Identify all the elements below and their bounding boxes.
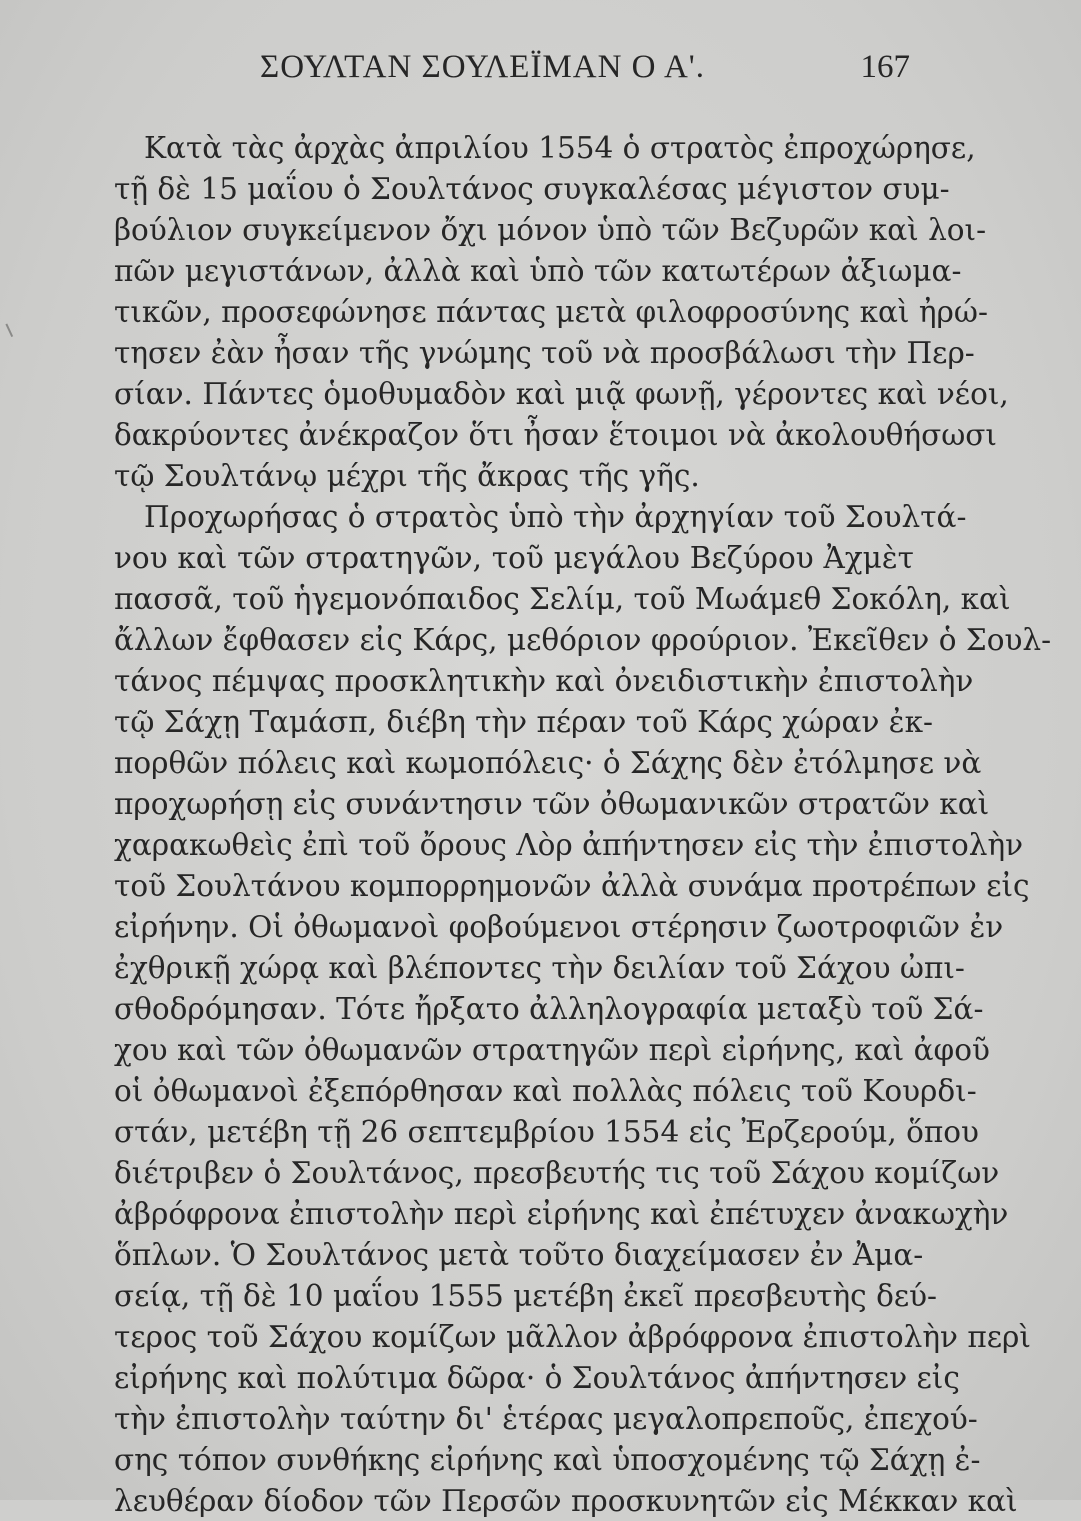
text-line: τερος τοῦ Σάχου κομίζων μᾶλλον ἀβρόφρονα ἐπιστολὴν περὶ <box>114 1320 1031 1354</box>
page-header <box>110 42 910 92</box>
text-line: Κατὰ τὰς ἀρχὰς ἀπριλίου 1554 ὁ στρατὸς ἐπροχώρησε, <box>144 131 976 165</box>
text-line: ἄλλων ἔφθασεν εἰς Κάρς, μεθόριον φρούριον. Ἐκεῖθεν ὁ Σουλ- <box>114 623 1052 657</box>
text-line: τάνος πέμψας προσκλητικὴν καὶ ὀνειδιστικὴν ἐπιστολὴν <box>114 664 974 698</box>
text-line: πῶν μεγιστάνων, ἀλλὰ καὶ ὑπὸ τῶν κατωτέρων ἀξιωμα- <box>114 254 962 288</box>
text-line: σης τόπον συνθήκης εἰρήνης καὶ ὑποσχομένης τῷ Σάχῃ ἐ- <box>114 1443 981 1477</box>
text-line: χου καὶ τῶν ὀθωμανῶν στρατηγῶν περὶ εἰρήνης, καὶ ἀφοῦ <box>114 1033 990 1067</box>
text-line: τὴν ἐπιστολὴν ταύτην δι' ἑτέρας μεγαλοπρεποῦς, ἐπεχού- <box>114 1402 978 1436</box>
text-line: ἐχθρικῇ χώρᾳ καὶ βλέποντες τὴν δειλίαν τοῦ Σάχου ὠπι- <box>114 951 965 985</box>
body-text <box>114 128 1052 1518</box>
text-line: τῷ Σουλτάνῳ μέχρι τῆς ἄκρας τῆς γῆς. <box>114 459 700 493</box>
text-line: προχωρήσῃ εἰς συνάντησιν τῶν ὀθωμανικῶν στρατῶν καὶ <box>114 787 990 821</box>
text-line: δακρύοντες ἀνέκραζον ὅτι ἦσαν ἕτοιμοι νὰ ἀκολουθήσωσι <box>114 418 997 452</box>
text-line: εἰρήνην. Οἱ ὀθωμανοὶ φοβούμενοι στέρησιν ζωοτροφιῶν ἐν <box>114 910 1004 944</box>
body-text-continued <box>114 1440 981 1500</box>
text-line: ἀβρόφρονα ἐπιστολὴν περὶ εἰρήνης καὶ ἐπέτυχεν ἀνακωχὴν <box>114 1197 1009 1231</box>
text-line: βούλιον συγκείμενον ὄχι μόνον ὑπὸ τῶν Βεζυρῶν καὶ λοι- <box>114 213 987 247</box>
text-line: στάν, μετέβη τῇ 26 σεπτεμβρίου 1554 εἰς Ἐρζερούμ, ὅπου <box>114 1115 979 1149</box>
text-line: τικῶν, προσεφώνησε πάντας μετὰ φιλοφροσύνης καὶ ἠρώ- <box>114 295 988 329</box>
text-line: πορθῶν πόλεις καὶ κωμοπόλεις· ὁ Σάχης δὲν ἐτόλμησε νὰ <box>114 746 982 780</box>
text-line: πασσᾶ, τοῦ ἡγεμονόπαιδος Σελίμ, τοῦ Μωάμεθ Σοκόλη, καὶ <box>114 582 1011 616</box>
page-number: 167 <box>860 49 910 85</box>
text-line: οἱ ὀθωμανοὶ ἐξεπόρθησαν καὶ πολλὰς πόλεις τοῦ Κουρδι- <box>114 1074 977 1108</box>
text-line: χαρακωθεὶς ἐπὶ τοῦ ὄρους Λὸρ ἀπήντησεν εἰς τὴν ἐπιστολὴν <box>114 828 1024 862</box>
text-line: νου καὶ τῶν στρατηγῶν, τοῦ μεγάλου Βεζύρου Ἀχμὲτ <box>114 541 914 575</box>
text-line: λευθέραν δίοδον τῶν Περσῶν προσκυνητῶν εἰς Μέκκαν καὶ <box>114 1484 1018 1518</box>
text-line: Προχωρήσας ὁ στρατὸς ὑπὸ τὴν ἀρχηγίαν τοῦ Σουλτά- <box>144 500 967 534</box>
text-line: σείᾳ, τῇ δὲ 10 μαΐου 1555 μετέβη ἐκεῖ πρεσβευτὴς δεύ- <box>114 1279 938 1313</box>
running-title: ΣΟΥΛΤΑΝ ΣΟΥΛΕΪΜΑΝ Ο Α'. <box>260 49 705 85</box>
text-line: τοῦ Σουλτάνου κομπορρημονῶν ἀλλὰ συνάμα προτρέπων εἰς <box>114 869 1030 903</box>
text-line: ὅπλων. Ὁ Σουλτάνος μετὰ τοῦτο διαχείμασεν ἐν Ἀμα- <box>114 1238 924 1272</box>
text-line: σθοδρόμησαν. Τότε ἤρξατο ἀλληλογραφία μεταξὺ τοῦ Σά- <box>114 992 984 1026</box>
text-line: τησεν ἐὰν ἦσαν τῆς γνώμης τοῦ νὰ προσβάλωσι τὴν Περ- <box>114 336 975 370</box>
text-line: τῇ δὲ 15 μαΐου ὁ Σουλτάνος συγκαλέσας μέγιστον συμ- <box>114 172 950 206</box>
binding-mark <box>5 321 18 337</box>
text-line: εἰρήνης καὶ πολύτιμα δῶρα· ὁ Σουλτάνος ἀπήντησεν εἰς <box>114 1361 960 1395</box>
text-line: διέτριβεν ὁ Σουλτάνος, πρεσβευτής τις τοῦ Σάχου κομίζων <box>114 1156 1000 1190</box>
text-line: τῷ Σάχῃ Ταμάσπ, διέβη τὴν πέραν τοῦ Κάρς χώραν ἐκ- <box>114 705 934 739</box>
text-line: σίαν. Πάντες ὁμοθυμαδὸν καὶ μιᾷ φωνῇ, γέροντες καὶ νέοι, <box>114 377 1009 411</box>
